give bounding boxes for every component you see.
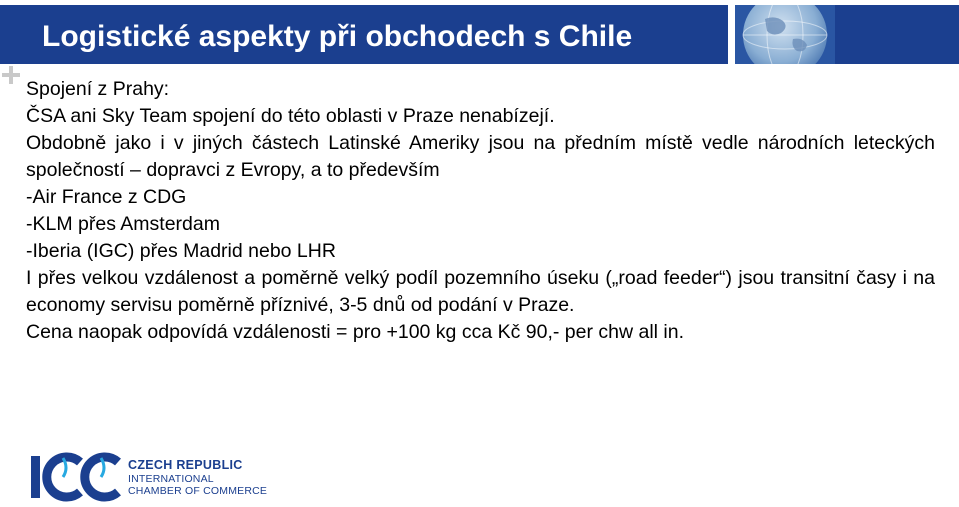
- body-line: -Iberia (IGC) přes Madrid nebo LHR: [26, 240, 336, 262]
- logo-line-2: INTERNATIONAL: [128, 473, 214, 485]
- body-line: -Air France z CDG: [26, 186, 187, 208]
- icc-logo-icon: [28, 452, 128, 502]
- body-paragraph: I přes velkou vzdálenost a poměrně velký podíl pozemního úseku („road feeder“) jsou transitní časy i na economy servisu poměrně příznivé, 3-5 dnů od podání v Praze.: [26, 267, 935, 316]
- body-paragraph: Obdobně jako i v jiných částech Latinské Ameriky jsou na předním místě vedle národních leteckých společností – dopravci z Evropy, a to především: [26, 132, 935, 181]
- body-line: Cena naopak odpovídá vzdálenosti = pro +100 kg cca Kč 90,- per chw all in.: [26, 321, 684, 343]
- header-gap: [728, 5, 735, 64]
- header-bar: [0, 5, 728, 64]
- plus-icon: [0, 64, 22, 86]
- globe-icon: [735, 5, 959, 64]
- globe-image: [735, 5, 959, 64]
- logo-line-1: CZECH REPUBLIC: [128, 458, 243, 472]
- body-line: -KLM přes Amsterdam: [26, 213, 220, 235]
- icc-logo-text: [128, 459, 267, 497]
- page-title: Logistické aspekty při obchodech s Chile: [42, 20, 633, 53]
- body-line: ČSA ani Sky Team spojení do této oblasti v Praze nenabízejí.: [26, 105, 555, 127]
- logo-line-3: CHAMBER OF COMMERCE: [128, 485, 268, 497]
- body-line: Spojení z Prahy:: [26, 78, 170, 100]
- slide-body: [26, 76, 935, 346]
